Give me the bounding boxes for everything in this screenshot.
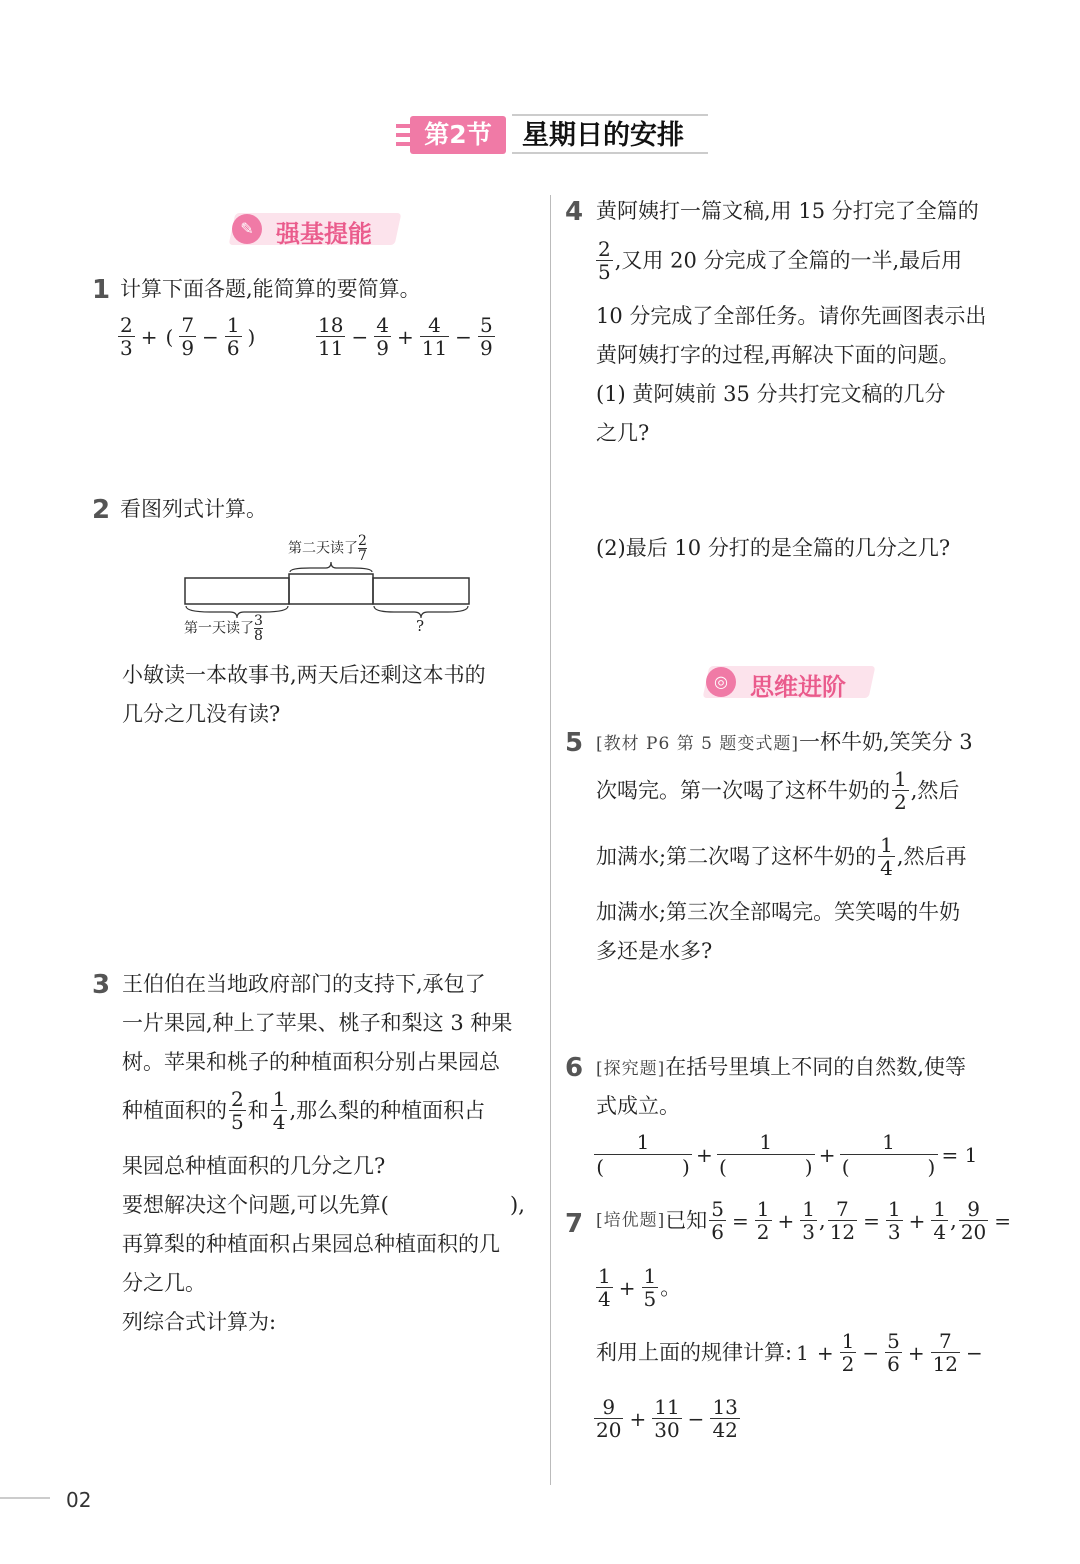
blank-fraction-3[interactable]: $\frac{1}{( )}$	[840, 1130, 938, 1179]
page-title: 星期日的安排	[512, 114, 708, 154]
q4-number: 4	[565, 197, 584, 227]
q4-sub1b: 之几?	[596, 421, 650, 445]
q3-line5: 果园总种植面积的几分之几?	[122, 1154, 386, 1178]
column-divider	[550, 195, 551, 1485]
q1-expr2: $\frac{18}{11}$ − $\frac{4}{9}$ + $\frac{4}{11}$ − $\frac{5}{9}$	[318, 313, 493, 360]
q3-line9: 列综合式计算为:	[122, 1310, 277, 1334]
q4-sub2: (2)最后 10 分打的是全篇的几分之几?	[596, 536, 951, 560]
q6-line2: 式成立。	[596, 1094, 680, 1118]
q5-line3: 加满水;第二次喝了这杯牛奶的 $\frac{1}{4}$ ,然后再	[596, 833, 967, 880]
q7-known: [培优题]已知 $\frac{5}{6}$ = $\frac{1}{2}$ + $\frac{1}{3}$ , $\frac{7}{12}$ = $\frac{1}{3}$ + $\frac{1}{4}$ , $\frac{9}{20}$ =	[596, 1197, 1012, 1244]
q7-calc-line1: 利用上面的规律计算: 1 + $\frac{1}{2}$ − $\frac{5}{6}$ + $\frac{7}{12}$ −	[596, 1329, 983, 1376]
unknown-label: ?	[416, 617, 425, 635]
day2-label: 第二天读了 $\frac{2}{7}$	[288, 533, 367, 564]
q1-number: 1	[92, 275, 111, 305]
q2-number: 2	[92, 495, 111, 525]
remaining-bar	[373, 578, 469, 604]
page-number: 02	[66, 1488, 92, 1512]
medal-icon: ◎	[706, 667, 736, 697]
q1-text: 计算下面各题,能简算的要简算。	[120, 277, 421, 301]
q4-line3: 10 分完成了全部任务。请你先画图表示出	[596, 304, 987, 328]
q3-line8: 分之几。	[122, 1271, 206, 1295]
day2-bar	[289, 574, 373, 604]
q3-line7: 再算梨的种植面积占果园总种植面积的几	[122, 1232, 500, 1256]
q4-line2: $\frac{2}{5}$ ,又用 20 分完成了全篇的一半,最后用	[598, 237, 963, 284]
day1-label: 第一天读了 $\frac{3}{8}$	[184, 613, 263, 644]
day1-bar	[185, 578, 289, 604]
q2-text: 看图列式计算。	[120, 497, 267, 521]
q5-line2: 次喝完。第一次喝了这杯牛奶的 $\frac{1}{2}$ ,然后	[596, 767, 960, 814]
q3-line2: 一片果园,种上了苹果、桃子和梨这 3 种果	[122, 1011, 513, 1035]
q2-line2: 几分之几没有读?	[122, 702, 281, 726]
q3-line6b: ),	[510, 1193, 525, 1217]
q5-line5: 多还是水多?	[596, 939, 713, 963]
q5-line4: 加满水;第三次全部喝完。笑笑喝的牛奶	[596, 900, 961, 924]
page-number-line	[0, 1497, 50, 1499]
q3-number: 3	[92, 970, 111, 1000]
q7-number: 7	[565, 1209, 584, 1239]
q5-line1: [教材 P6 第 5 题变式题]一杯牛奶,笑笑分 3	[596, 730, 973, 754]
q6-number: 6	[565, 1053, 584, 1083]
banner-basic-label: 强基提能	[276, 220, 372, 248]
q4-line4: 黄阿姨打字的过程,再解决下面的问题。	[596, 343, 960, 367]
q5-number: 5	[565, 728, 584, 758]
q4-sub1a: (1) 黄阿姨前 35 分共打完文稿的几分	[596, 382, 946, 406]
q4-line1: 黄阿姨打一篇文稿,用 15 分打完了全篇的	[596, 199, 979, 223]
blank-fraction-1[interactable]: $\frac{1}{( )}$	[594, 1130, 692, 1179]
banner-advanced-label: 思维进阶	[750, 673, 846, 701]
q6-equation: $\frac{1}{( )}$ + $\frac{1}{( )}$ + $\frac{1}{( )}$ = 1	[594, 1130, 981, 1179]
blank-fraction-2[interactable]: $\frac{1}{( )}$	[717, 1130, 815, 1179]
header-stripes	[396, 124, 410, 148]
q3-line3: 树。苹果和桃子的种植面积分别占果园总	[122, 1050, 500, 1074]
q1-expr1: $\frac{2}{3}$ + ( $\frac{7}{9}$ − $\frac{1}{6}$ )	[120, 313, 256, 360]
q7-calc-line2: $\frac{9}{20}$ + $\frac{11}{30}$ − $\frac{13}{42}$	[596, 1395, 738, 1442]
q3-line6a: 要想解决这个问题,可以先算(	[122, 1193, 389, 1217]
q7-known-cont: $\frac{1}{4}$ + $\frac{1}{5}$ 。	[598, 1264, 682, 1311]
pencil-icon: ✎	[232, 214, 262, 244]
q3-line4: 种植面积的 $\frac{2}{5}$ 和 $\frac{1}{4}$ ,那么梨的种植面积占	[122, 1087, 486, 1134]
q2-line1: 小敏读一本故事书,两天后还剩这本书的	[122, 663, 486, 687]
q3-line1: 王伯伯在当地政府部门的支持下,承包了	[122, 972, 486, 996]
section-badge: 第2节	[410, 116, 506, 154]
q6-line1: [探究题]在括号里填上不同的自然数,使等	[596, 1055, 966, 1079]
